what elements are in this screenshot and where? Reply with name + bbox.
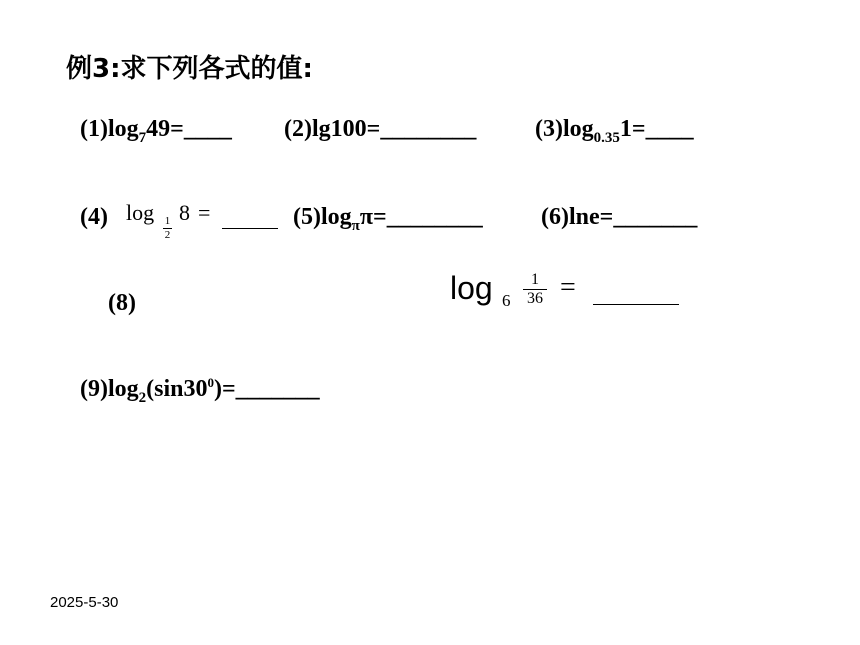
exercise-4-arg: 8 — [179, 200, 190, 225]
exercise-4-log: log — [126, 200, 155, 225]
exercise-3 — [535, 116, 694, 146]
exercise-5-answer-blank: =________ — [373, 204, 483, 230]
exercise-9-base: 2 — [138, 390, 147, 406]
exercise-2: (2)lg100=________ — [284, 116, 477, 142]
exercise-8-denominator: 36 — [527, 290, 543, 307]
exercise-9-prefix: (9)log — [80, 376, 139, 402]
exercise-1-base: 7 — [138, 130, 147, 146]
exercise-5-arg: π — [359, 204, 374, 230]
footer-date: 2025-5-30 — [50, 594, 119, 611]
exercise-8-expression — [450, 268, 690, 318]
exercise-5-base: π — [351, 218, 360, 234]
exercise-8-base: 6 — [502, 291, 511, 310]
exercise-3-prefix: (3)log — [535, 116, 594, 142]
exercise-8-fraction — [523, 272, 547, 307]
exercise-9 — [80, 375, 320, 406]
exercise-1 — [80, 116, 232, 146]
exercise-4-equals: = — [198, 200, 211, 225]
exercise-1-arg: 49 — [146, 116, 171, 142]
exercise-6: (6)lne=_______ — [541, 204, 698, 230]
exercise-3-arg: 1 — [619, 116, 632, 142]
exercise-1-prefix: (1)log — [80, 116, 139, 142]
exercise-4-base-denominator: 2 — [164, 229, 171, 241]
page-title: 例3:求下列各式的值: — [66, 54, 313, 84]
exercise-4-base-numerator: 1 — [164, 215, 171, 227]
exercise-9-answer-blank: )=_______ — [214, 376, 320, 402]
exercise-1-answer-blank: =____ — [170, 116, 232, 142]
exercise-5 — [293, 204, 483, 234]
exercise-4-base-fraction — [163, 216, 172, 241]
exercise-8-label: (8) — [108, 290, 136, 316]
exercise-5-prefix: (5)log — [293, 204, 352, 230]
exercise-8-equals: = — [560, 272, 576, 303]
exercise-9-arg: (sin30 — [146, 376, 208, 402]
exercise-4-label: (4) — [80, 204, 108, 230]
exercise-8-answer-blank — [593, 304, 679, 305]
exercise-8-log: log — [450, 270, 493, 306]
exercise-9-degree: 0 — [207, 375, 215, 390]
exercise-3-answer-blank: =____ — [631, 116, 694, 142]
exercise-8-numerator: 1 — [531, 271, 539, 288]
exercise-3-base: 0.35 — [593, 130, 620, 146]
exercise-4-answer-blank — [222, 228, 278, 229]
